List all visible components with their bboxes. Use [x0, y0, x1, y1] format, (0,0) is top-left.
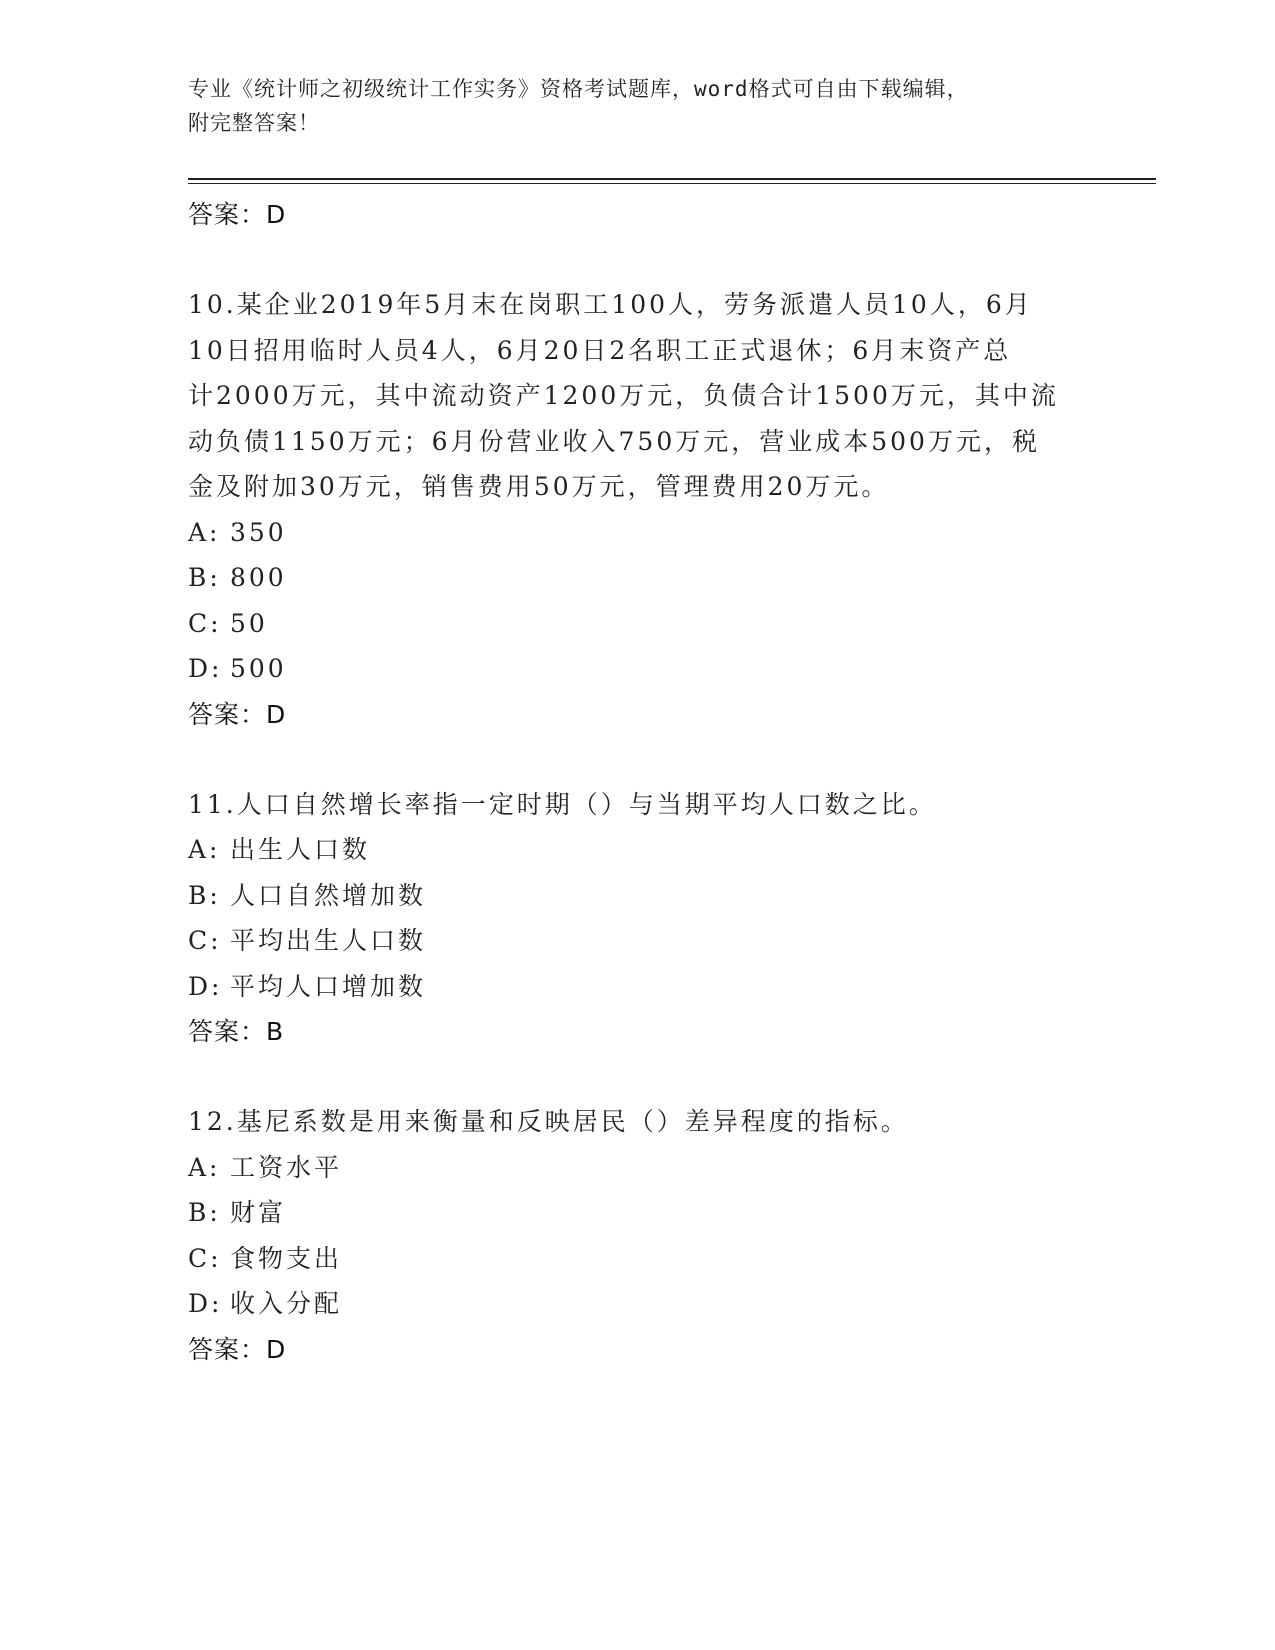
option-text: 人口自然增加数 — [230, 880, 427, 910]
question-stem — [188, 782, 1088, 828]
stem-line: 11.人口自然增长率指一定时期（）与当期平均人口数之比。 — [188, 789, 937, 819]
header-line-2: 附完整答案！ — [188, 111, 320, 135]
option-b — [188, 555, 1088, 601]
option-c — [188, 918, 1088, 964]
option-key: A: — [188, 1152, 221, 1182]
option-a — [188, 827, 1088, 873]
stem-line: 动负债1150万元；6月份营业收入750万元，营业成本500万元，税 — [188, 426, 1040, 456]
stem-line: 金及附加30万元，销售费用50万元，管理费用20万元。 — [188, 472, 890, 501]
option-text: 500 — [230, 654, 287, 683]
question-stem — [188, 1099, 1088, 1145]
answer-line: 答案：D — [188, 699, 287, 729]
option-text: 平均出生人口数 — [230, 926, 427, 955]
document-header — [188, 72, 1068, 140]
answer-line: 答案：B — [188, 1017, 285, 1046]
option-d — [188, 646, 1088, 692]
option-text: 食物支出 — [230, 1243, 343, 1273]
stem-line: 10日招用临时人员4人，6月20日2名职工正式退休；6月末资产总 — [188, 335, 1012, 365]
answer-line: 答案：D — [188, 1334, 287, 1364]
option-key: D: — [188, 971, 223, 1001]
answer-line: 答案：D — [188, 200, 287, 229]
option-text: 350 — [230, 517, 287, 547]
option-c — [188, 601, 1088, 647]
document-body — [188, 192, 1088, 1373]
option-key: D: — [188, 654, 223, 683]
option-key: B: — [188, 563, 221, 592]
option-key: A: — [188, 517, 221, 547]
question-10 — [188, 282, 1088, 738]
option-text: 出生人口数 — [230, 835, 371, 864]
option-a — [188, 1145, 1088, 1191]
option-a — [188, 510, 1088, 556]
option-key: B: — [188, 880, 221, 910]
option-key: C: — [188, 608, 222, 638]
header-rule-thin — [188, 183, 1156, 184]
stem-line: 12.基尼系数是用来衡量和反映居民（）差异程度的指标。 — [188, 1107, 909, 1136]
question-11 — [188, 782, 1088, 1056]
question-12 — [188, 1099, 1088, 1373]
option-text: 50 — [230, 608, 268, 638]
option-d — [188, 964, 1088, 1010]
option-d — [188, 1281, 1088, 1327]
option-key: C: — [188, 926, 222, 955]
option-text: 工资水平 — [230, 1152, 343, 1182]
header-line-1: 专业《统计师之初级统计工作实务》资格考试题库，word格式可自由下载编辑， — [188, 77, 969, 101]
option-key: B: — [188, 1198, 221, 1227]
option-c — [188, 1236, 1088, 1282]
option-key: C: — [188, 1243, 222, 1273]
stem-line: 计2000万元，其中流动资产1200万元，负债合计1500万元，其中流 — [188, 381, 1059, 410]
stem-line: 10.某企业2019年5月末在岗职工100人，劳务派遣人员10人，6月 — [188, 290, 1033, 319]
option-text: 财富 — [230, 1198, 287, 1227]
option-key: A: — [188, 835, 221, 864]
option-text: 平均人口增加数 — [230, 971, 427, 1001]
option-key: D: — [188, 1289, 223, 1318]
option-b — [188, 1190, 1088, 1236]
header-rule-thick — [188, 178, 1156, 180]
option-b — [188, 873, 1088, 919]
question-stem — [188, 282, 1088, 510]
option-text: 800 — [230, 563, 287, 592]
option-text: 收入分配 — [230, 1289, 343, 1318]
